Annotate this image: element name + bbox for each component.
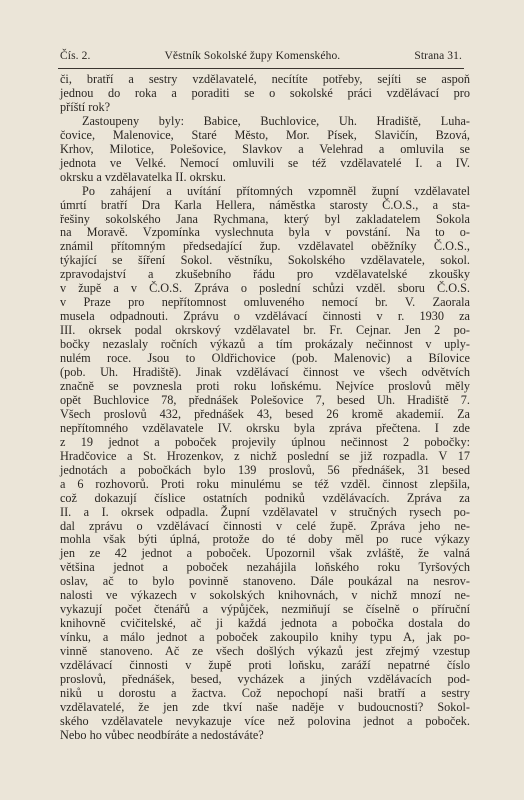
text-line: zpravodajství a zkušebního řádu pro vzdělavatelské zkoušky — [60, 267, 470, 282]
text-line: většina jednot a poboček nezahájila loňského roku Tyršových — [60, 560, 470, 575]
text-line: příští rok? — [60, 99, 111, 114]
text-line: značně se povznesla proti roku loňskému. Nejvíce proslovů měly — [60, 378, 470, 393]
text-line: (pob. Uh. Hradiště). Jinak vzdělávací činnost ve všech odvětvích — [60, 365, 470, 380]
text-line: což dokazují číslice ostatních podniků vzdělávacích. Zpráva za — [60, 490, 470, 505]
header-rule — [58, 68, 464, 69]
text-line: týkající se šíření Sokol. věstníku, Sokolského vzdělavatele, sokol. — [60, 253, 470, 268]
text-line: v Praze pro nepřítomnost omluveného nemocí br. V. Zaorala — [60, 295, 470, 310]
text-line: II. a I. okrsek odpadla. Župní vzdělavatel v stručných rysech po- — [60, 504, 470, 519]
text-line: vzdělávací činnosti v župě proti loňsku, zaráží nepatrné číslo — [60, 658, 470, 673]
text-line: jednota ve Velké. Nemocí omluvili se též vzdělavatelé I. a IV. — [60, 155, 470, 170]
text-line: v župě a v Č.O.S. Zpráva o poslední schůzi vzděl. sboru Č.O.S. — [60, 281, 470, 296]
text-line: čovice, Malenovice, Staré Město, Mor. Písek, Slavičín, Bzová, — [60, 127, 470, 142]
text-line: a 6 rozhovorů. Proti roku minulému se též vzděl. činnost zlepšila, — [60, 476, 470, 491]
text-line: mohla však býti úplná, protože do té doby měl po ruce výkazy — [60, 532, 470, 547]
running-header — [60, 50, 462, 62]
text-line: ského vzdělavatele nevykazuje více než polovina jednot a poboček. — [60, 713, 470, 728]
text-line: na Moravě. Vzpomínka vyslechnuta byla v povstání. Na to o- — [60, 225, 470, 240]
text-line: vykazují počet čtenářů a výpůjček, nezmiňují se číselně o příruční — [60, 602, 470, 617]
text-line: vínku, a málo jednot a poboček zakoupilo knihy typu A, jak po- — [60, 630, 470, 645]
text-line: jednou do roka a poraditi se o sokolské práci vzdělávací pro — [60, 85, 470, 100]
text-line: Krhov, Milotice, Polešovice, Slavkov a Velehrad a omluvila se — [60, 141, 470, 156]
text-line: z 19 jednot a poboček projevily úplnou nečinnost 2 pobočky: — [60, 434, 470, 449]
text-line: či, bratří a sestry vzdělavatelé, necítíte potřeby, sejíti se aspoň — [60, 72, 470, 86]
text-line: známil přítomným předsedající žup. vzdělavatel oběžníky Č.O.S., — [60, 239, 470, 254]
text-line: vinně stanoveno. Ač ze všech došlých výkazů jest zřejmý vzestup — [60, 644, 470, 659]
journal-title: Věstník Sokolské župy Komenského. — [164, 50, 341, 62]
text-line: niků u dorostu a žactva. Což nepochopí naši bratří a sestry — [60, 685, 470, 700]
text-line: dal zprávu o vzdělávací činnosti v celé župě. Zpráva jeho ne- — [60, 518, 470, 533]
text-line: nalosti ve výkazech v sokolských knihovnách, v nichž mnozí ne- — [60, 588, 470, 603]
text-line: oslav, ač to bylo povinně stanoveno. Dále poukázal na nesrov- — [60, 574, 470, 589]
paragraph — [60, 185, 470, 743]
paragraph — [60, 73, 470, 115]
article-body — [60, 73, 470, 743]
text-line: Zastoupeny byly: Babice, Buchlovice, Uh. Hradiště, Luha- — [82, 113, 470, 128]
text-line: Všech proslovů 432, přednášek 43, besed 26 kromě akademií. Za — [60, 406, 470, 421]
text-line: III. okrsek podal okrskový vzdělavatel br. Fr. Cejnar. Jen 2 po- — [60, 323, 470, 338]
text-line: Po zahájení a uvítání přítomných vzpomněl župní vzdělavatel — [82, 183, 470, 198]
page-number: Strana 31. — [414, 50, 462, 62]
text-line: nulém roce. Jsou to Oldřichovice (pob. Malenovic) a Bílovice — [60, 351, 470, 366]
text-line: bočky nezaslaly ročních výkazů a tím prokázaly nečinnost v uply- — [60, 337, 470, 352]
text-line: nepřítomného vzdělavatele IV. okrsku byla zpráva přečtena. I zde — [60, 420, 470, 435]
text-line: okrsku a vzdělavatelka II. okrsku. — [60, 169, 226, 184]
text-line: knihovně cvičitelské, ač ji každá jednota a pobočka dostala do — [60, 616, 470, 631]
text-line: musela odpadnouti. Zprávu o vzdělávací činnosti v r. 1930 za — [60, 309, 470, 324]
paragraph — [60, 115, 470, 185]
text-line: vzdělavatelé, že jen zde tkví naše naděje v budoucnosti? Sokol- — [60, 699, 470, 714]
issue-number: Čís. 2. — [60, 50, 91, 62]
text-line: jednotách a pobočkách bylo 139 proslovů, 56 přednášek, 31 besed — [60, 462, 470, 477]
text-line: Hradčovice a St. Hrozenkov, z nichž poslední se již rozpadla. V 17 — [60, 448, 470, 463]
text-line: jen ze 42 jednot a poboček. Upozornil však zvláště, že valná — [60, 546, 470, 561]
text-line: úmrtí bratří Dra Karla Hellera, náměstka starosty Č.O.S., a sta- — [60, 197, 470, 212]
text-line: řešiny sokolského Jana Rychmana, který byl zakladatelem Sokola — [60, 211, 470, 226]
text-line: opět Buchlovice 78, přednášek Polešovice 7, besed Uh. Hradiště 7. — [60, 392, 470, 407]
text-line: Nebo ho vůbec neodbíráte a nedostáváte? — [60, 727, 264, 742]
text-line: proslovů, přednášek, besed, vycházek a jiných vzdělávacích pod- — [60, 671, 470, 686]
